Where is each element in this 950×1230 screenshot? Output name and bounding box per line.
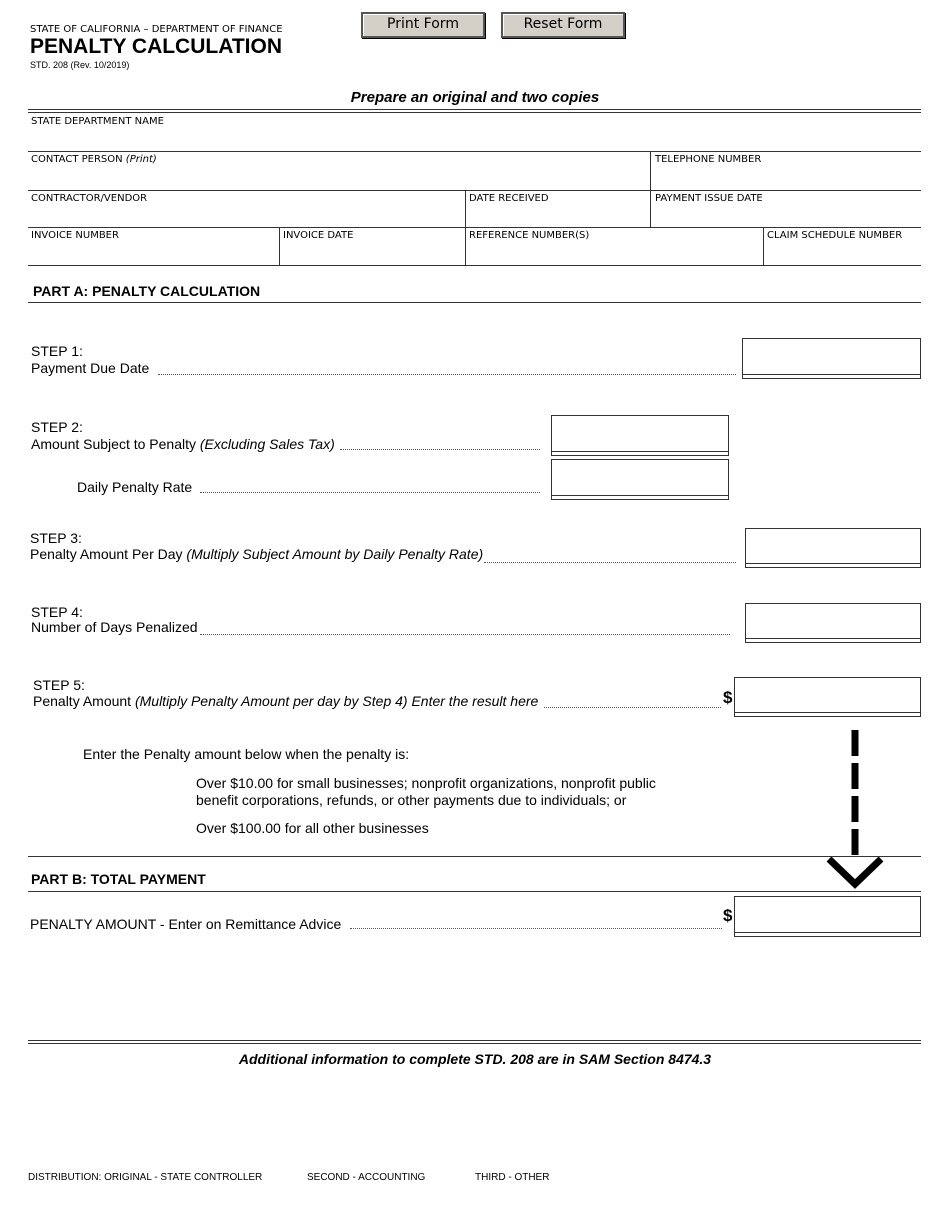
divider [28, 227, 921, 228]
payment-issue-date-field[interactable] [652, 205, 920, 225]
contractor-vendor-field[interactable] [28, 205, 462, 225]
step3-label [30, 546, 483, 562]
contact-person-label-text: CONTACT PERSON [31, 154, 123, 165]
total-penalty-amount-input[interactable] [734, 896, 921, 937]
down-arrow-icon [820, 728, 890, 892]
penalty-amount-per-day-input[interactable] [745, 528, 921, 568]
invoice-number-field[interactable] [28, 243, 277, 263]
telephone-number-label: TELEPHONE NUMBER [655, 154, 762, 165]
penalty-amount-input[interactable] [734, 677, 921, 717]
part-b-title: PART B: TOTAL PAYMENT [31, 871, 206, 887]
copies-instructions: Prepare an original and two copies [350, 89, 600, 106]
step5-label-text: Penalty Amount [33, 693, 135, 709]
leader-dots [158, 374, 736, 375]
leader-dots [484, 562, 736, 563]
page-title: PENALTY CALCULATION [30, 35, 282, 58]
reference-numbers-label: REFERENCE NUMBER(S) [469, 230, 590, 241]
step5-label [33, 693, 538, 709]
additional-info-note: Additional information to complete STD. 208 are in SAM Section 8474.3 [238, 1051, 712, 1067]
condition-small-business-line2: benefit corporations, refunds, or other payments due to individuals; or [196, 792, 627, 808]
step1-heading: STEP 1: [31, 343, 83, 359]
leader-dots [200, 492, 540, 493]
divider [28, 1040, 921, 1041]
divider [650, 151, 651, 227]
distribution-third: THIRD - OTHER [475, 1172, 550, 1183]
invoice-date-label: INVOICE DATE [283, 230, 354, 241]
agency-name: STATE OF CALIFORNIA – DEPARTMENT OF FINANCE [30, 24, 283, 35]
payment-due-date-input[interactable] [742, 338, 921, 379]
step2-label [31, 436, 335, 452]
divider [28, 109, 921, 110]
daily-penalty-rate-label: Daily Penalty Rate [77, 479, 193, 495]
distribution-second: SECOND - ACCOUNTING [307, 1172, 426, 1183]
penalty-amount-remittance-label: PENALTY AMOUNT - Enter on Remittance Advice [30, 916, 342, 932]
claim-schedule-number-label: CLAIM SCHEDULE NUMBER [767, 230, 903, 241]
part-a-title: PART A: PENALTY CALCULATION [33, 283, 261, 299]
dollar-sign: $ [723, 688, 733, 707]
distribution-original: DISTRIBUTION: ORIGINAL - STATE CONTROLLER [28, 1172, 263, 1183]
contact-person-field[interactable] [28, 166, 648, 188]
date-received-label: DATE RECEIVED [469, 193, 549, 204]
step3-label-text: Penalty Amount Per Day [30, 546, 187, 562]
print-form-button[interactable]: Print Form [361, 12, 485, 38]
invoice-date-field[interactable] [281, 243, 463, 263]
date-received-field[interactable] [467, 205, 647, 225]
leader-dots [340, 449, 540, 450]
divider [28, 151, 921, 152]
step2-note: (Excluding Sales Tax) [199, 436, 335, 452]
divider [465, 190, 466, 266]
contractor-vendor-label: CONTRACTOR/VENDOR [31, 193, 148, 204]
state-department-name-label: STATE DEPARTMENT NAME [31, 116, 164, 127]
condition-small-business-line1: Over $10.00 for small businesses; nonprofit organizations, nonprofit public [196, 775, 656, 791]
contact-person-label [31, 154, 157, 165]
step5-note: (Multiply Penalty Amount per day by Step 4) Enter the result here [134, 693, 539, 709]
leader-dots [350, 928, 722, 929]
divider [28, 856, 921, 857]
days-penalized-input[interactable] [745, 603, 921, 643]
step5-heading: STEP 5: [33, 677, 85, 693]
daily-penalty-rate-input[interactable] [551, 459, 729, 500]
invoice-number-label: INVOICE NUMBER [31, 230, 119, 241]
reference-numbers-field[interactable] [467, 243, 761, 263]
contact-person-note: (Print) [125, 154, 157, 165]
divider [28, 190, 921, 191]
telephone-number-field[interactable] [652, 166, 920, 188]
divider [763, 227, 764, 266]
leader-dots [544, 707, 721, 708]
form-number: STD. 208 (Rev. 10/2019) [30, 60, 130, 70]
step2-heading: STEP 2: [31, 419, 83, 435]
claim-schedule-number-field[interactable] [765, 243, 920, 263]
step2-label-text: Amount Subject to Penalty [31, 436, 200, 452]
payment-issue-date-label: PAYMENT ISSUE DATE [655, 193, 763, 204]
condition-other-business: Over $100.00 for all other businesses [196, 820, 429, 836]
divider [279, 227, 280, 266]
leader-dots [200, 634, 730, 635]
step4-heading: STEP 4: [31, 604, 83, 620]
reset-form-button[interactable]: Reset Form [501, 12, 625, 38]
divider [28, 302, 921, 303]
divider [28, 265, 921, 266]
divider [28, 1043, 921, 1044]
divider [28, 112, 921, 113]
dollar-sign: $ [723, 906, 733, 925]
enter-when-text: Enter the Penalty amount below when the penalty is: [83, 746, 410, 762]
step3-note: (Multiply Subject Amount by Daily Penalty Rate) [186, 546, 484, 562]
step4-label: Number of Days Penalized [31, 619, 198, 635]
amount-subject-to-penalty-input[interactable] [551, 415, 729, 456]
state-department-name-field[interactable] [28, 128, 921, 150]
divider [28, 891, 921, 892]
step3-heading: STEP 3: [30, 530, 82, 546]
step1-label: Payment Due Date [31, 360, 150, 376]
